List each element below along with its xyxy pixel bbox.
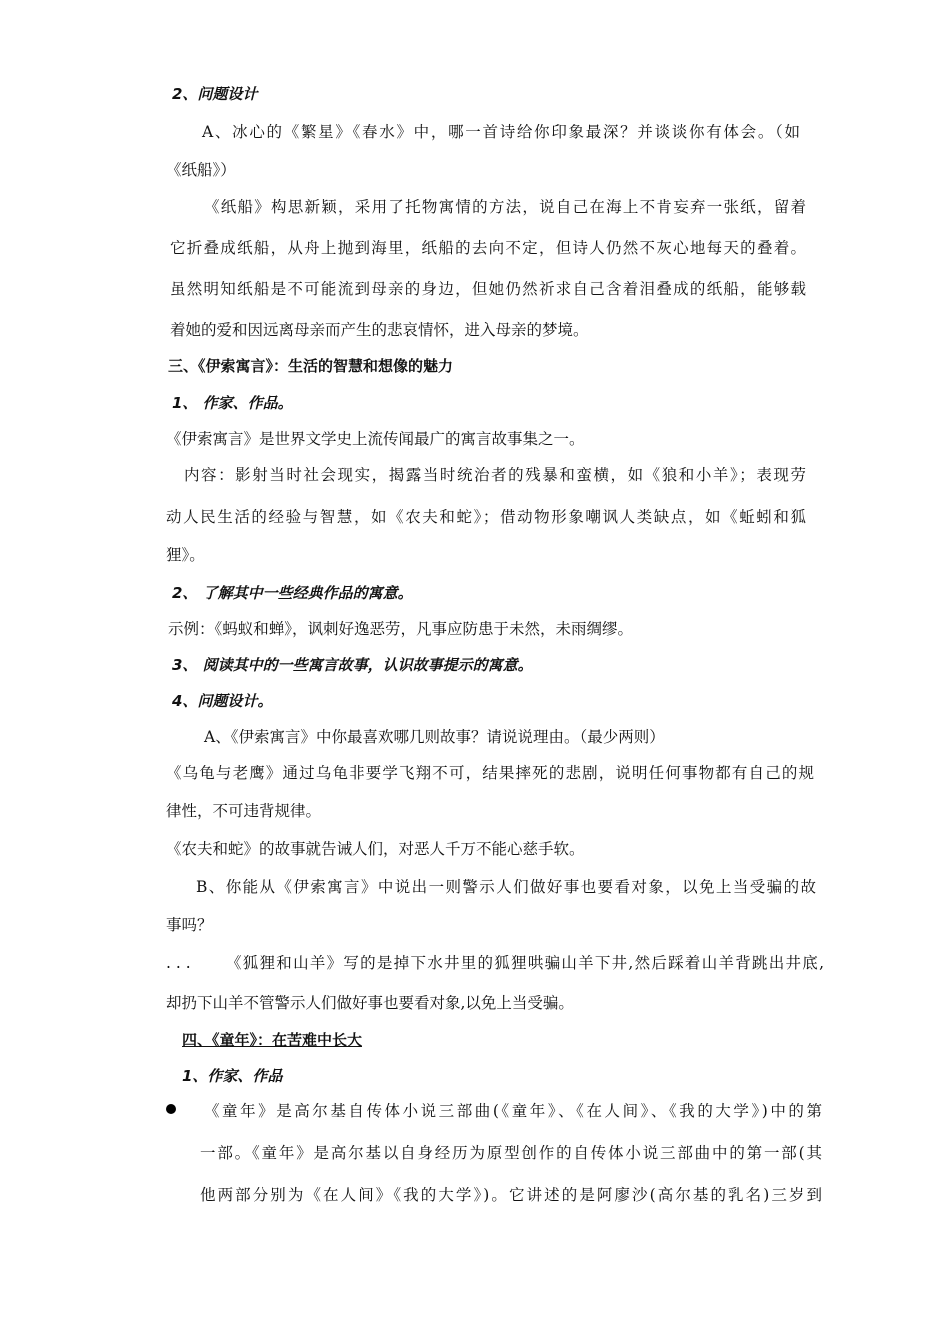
answer-paragraph-line: 着她的爱和因远离母亲而产生的悲哀情怀，进入母亲的梦境。 bbox=[170, 321, 589, 339]
section-heading-aesop: 三、《伊索寓言》：生活的智慧和想像的魅力 bbox=[168, 357, 454, 375]
content-paragraph-line: 内容：影射当时社会现实，揭露当时统治者的残暴和蛮横，如《狼和小羊》；表现劳 bbox=[184, 466, 806, 484]
content-paragraph-line: 狸》。 bbox=[166, 546, 205, 564]
subheading-reading: 3、 阅读其中的一些寓言故事，认识故事提示的寓意。 bbox=[172, 656, 533, 674]
question-a: A、冰心的《繁星》《春水》中，哪一首诗给你印象最深？并谈谈你有体会。（如 bbox=[202, 123, 800, 141]
question-b-cont: 事吗？ bbox=[166, 916, 213, 934]
question-a-cont: 《纸船》） bbox=[166, 161, 236, 179]
subheading-question-design: 4、问题设计。 bbox=[172, 692, 273, 710]
bullet-paragraph-line: 他两部分别为《在人间》《我的大学》)。它讲述的是阿廖沙(高尔基的乳名)三岁到 bbox=[200, 1186, 822, 1204]
answer-line: 《狐狸和山羊》写的是掉下水井里的狐狸哄骗山羊下井,然后踩着山羊背跳出井底, bbox=[226, 954, 824, 972]
answer-line: 律性，不可违背规律。 bbox=[166, 802, 322, 820]
section-heading-question-design: 2、问题设计 bbox=[172, 85, 258, 103]
subheading-meanings: 2、 了解其中一些经典作品的寓意。 bbox=[172, 584, 413, 602]
bullet-paragraph-line: 一部。《童年》是高尔基以自身经历为原型创作的自传体小说三部曲中的第一部(其 bbox=[200, 1144, 822, 1162]
example-line: 示例：《蚂蚁和蝉》，讽刺好逸恶劳，凡事应防患于未然，未雨绸缪。 bbox=[168, 620, 634, 638]
question-b-aesop: B、你能从《伊索寓言》中说出一则警示人们做好事也要看对象，以免上当受骗的故 bbox=[196, 878, 816, 896]
answer-line: 却扔下山羊不管警示人们做好事也要看对象,以免上当受骗。 bbox=[166, 994, 574, 1012]
aesop-intro: 《伊索寓言》是世界文学史上流传闻最广的寓言故事集之一。 bbox=[166, 430, 585, 448]
ellipsis-marker: . . . bbox=[166, 954, 191, 972]
bullet-paragraph-line: 《童年》是高尔基自传体小说三部曲(《童年》、《在人间》、《我的大学》)中的第 bbox=[204, 1102, 822, 1120]
subheading-author-works: 1、 作家、作品。 bbox=[172, 394, 293, 412]
answer-paragraph-line: 它折叠成纸船，从舟上抛到海里，纸船的去向不定，但诗人仍然不灰心地每天的叠着。 bbox=[170, 239, 806, 257]
content-paragraph-line: 动人民生活的经验与智慧，如《农夫和蛇》；借动物形象嘲讽人类缺点，如《蚯蚓和狐 bbox=[166, 508, 806, 526]
answer-line: 《乌龟与老鹰》通过乌龟非要学飞翔不可，结果摔死的悲剧，说明任何事物都有自己的规 bbox=[166, 764, 814, 782]
answer-paragraph-line: 《纸船》构思新颖，采用了托物寓情的方法，说自己在海上不肯妄弃一张纸，留着 bbox=[204, 198, 806, 216]
subheading-author-works-2: 1、作家、作品 bbox=[182, 1067, 283, 1085]
answer-line: 《农夫和蛇》的故事就告诫人们，对恶人千万不能心慈手软。 bbox=[166, 840, 585, 858]
question-a-aesop: A、《伊索寓言》中你最喜欢哪几则故事？请说说理由。（最少两则） bbox=[204, 728, 665, 746]
bullet-icon bbox=[166, 1104, 176, 1114]
answer-paragraph-line: 虽然明知纸船是不可能流到母亲的身边，但她仍然祈求自己含着泪叠成的纸船，能够载 bbox=[170, 280, 806, 298]
section-heading-childhood: 四、《童年》：在苦难中长大 bbox=[182, 1031, 363, 1049]
